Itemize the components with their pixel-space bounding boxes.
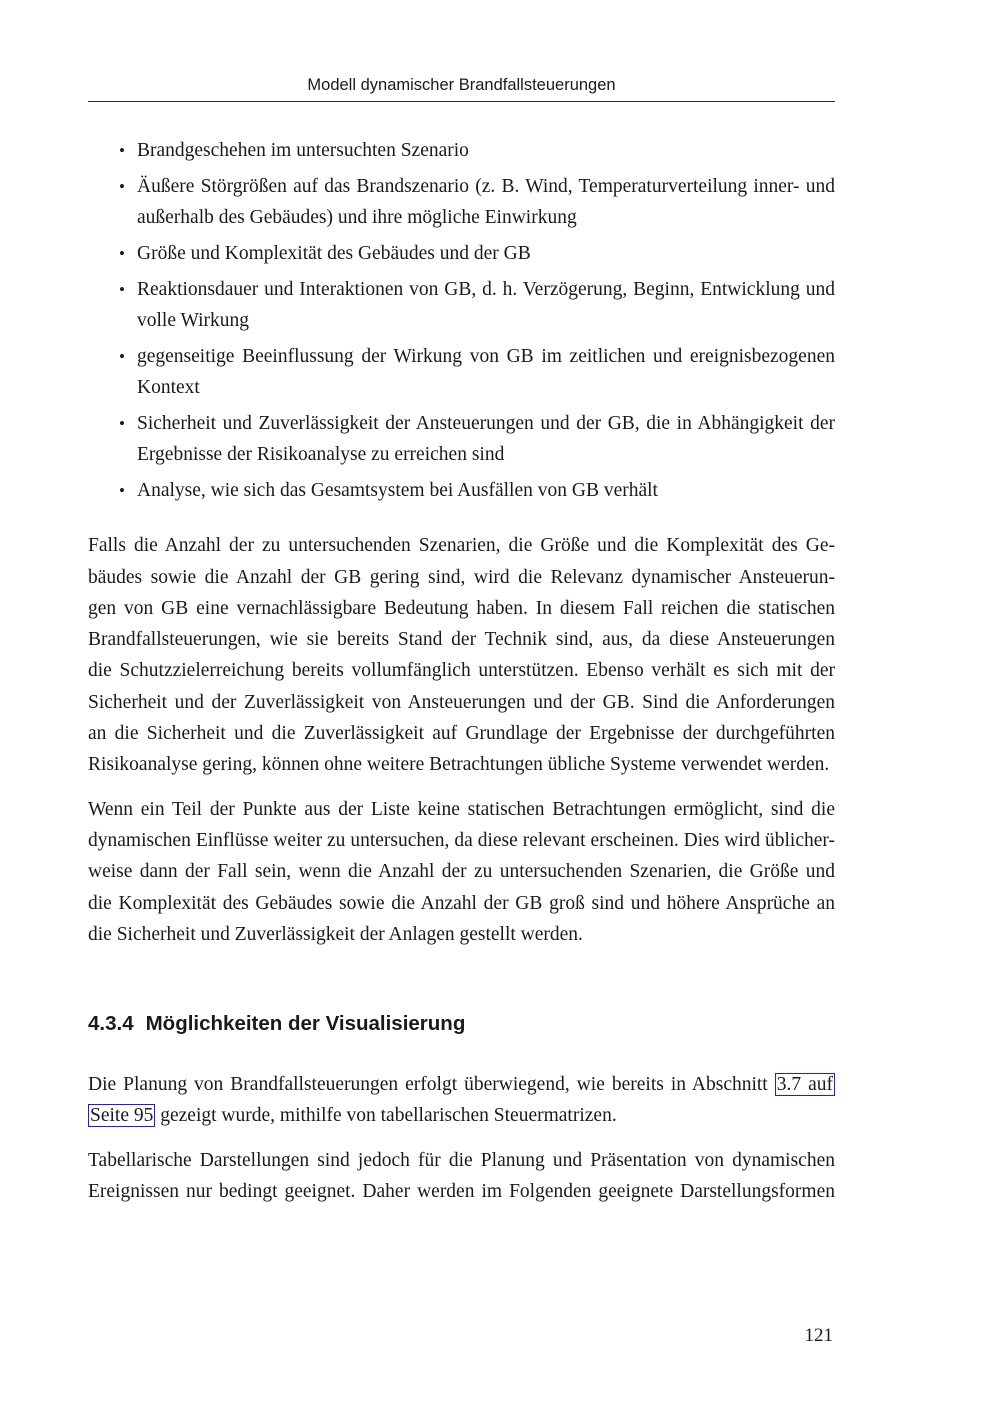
bullet-item (88, 341, 835, 404)
bullet-line: Äußere Störgrößen auf das Brandszenario (z. B. Wind, Temperaturverteilung inner- und (137, 175, 835, 197)
paragraph-3 (88, 1069, 835, 1132)
paragraph-line: an die Sicherheit und die Zuverlässigkeit auf Grundlage der Ergebnisse der durchgeführten (88, 723, 835, 745)
paragraph-line: die Komplexität des Gebäudes sowie die Anzahl der GB groß sind und höhere Ansprüche an (88, 892, 835, 914)
bullet-item (88, 274, 835, 337)
paragraph-line (88, 1069, 835, 1100)
bullet-icon: • (119, 243, 125, 263)
text: gezeigt wurde, mithilfe von tabellarischen Steuermatrizen. (160, 1105, 617, 1127)
section-number: 4.3.4 (88, 1012, 134, 1036)
paragraph-line: Ereignissen nur bedingt geeignet. Daher werden im Folgenden geeignete Darstellungsformen (88, 1181, 835, 1203)
bullet-icon: • (119, 480, 125, 500)
bullet-list (88, 135, 835, 506)
bullet-line: Größe und Komplexität des Gebäudes und der GB (137, 242, 531, 264)
bullet-line: Sicherheit und Zuverlässigkeit der Ansteuerungen und der GB, die in Abhängigkeit der (137, 412, 835, 434)
bullet-item (88, 171, 835, 234)
bullet-line: volle Wirkung (137, 309, 250, 331)
header-rule (88, 101, 835, 102)
paragraph-line: die Schutzzielerreichung bereits vollumfänglich unterstützen. Ebenso verhält es sich mit der (88, 660, 835, 682)
running-header: Modell dynamischer Brandfallsteuerungen (307, 76, 616, 94)
bullet-line: Ergebnisse der Risikoanalyse zu erreichen sind (137, 444, 505, 466)
bullet-item (88, 135, 835, 166)
paragraph-1 (88, 530, 835, 780)
bullet-icon: • (119, 346, 125, 366)
bullet-item (88, 238, 835, 269)
bullet-line: Brandgeschehen im untersuchten Szenario (137, 140, 469, 161)
paragraph-line: Wenn ein Teil der Punkte aus der Liste keine statischen Betrachtungen ermöglicht, sind die (88, 798, 835, 820)
paragraph-line: bäudes sowie die Anzahl der GB gering sind, wird die Relevanz dynamischer Ansteuerun- (88, 566, 835, 588)
bullet-line: gegenseitige Beeinflussung der Wirkung von GB im zeitlichen und ereignisbezogenen (137, 345, 835, 367)
paragraph-line (88, 1100, 835, 1131)
paragraph-line: die Sicherheit und Zuverlässigkeit der Anlagen gestellt werden. (88, 923, 583, 945)
bullet-icon: • (119, 141, 125, 160)
paragraph-line: dynamischen Einflüsse weiter zu untersuchen, da diese relevant erscheinen. Dies wird üblicher- (88, 829, 835, 851)
page-content (88, 135, 835, 1207)
paragraph-line: Sicherheit und der Zuverlässigkeit von Ansteuerungen und der GB. Sind die Anforderungen (88, 691, 835, 713)
section-heading (88, 1008, 835, 1040)
bullet-line: Kontext (137, 377, 200, 399)
page-number: 121 (804, 1325, 833, 1346)
page-reference-link[interactable]: Seite 95 (90, 1105, 154, 1127)
bullet-item (88, 408, 835, 471)
section-title: Möglichkeiten der Visualisierung (145, 1012, 466, 1036)
paragraph-line: Falls die Anzahl der zu untersuchenden Szenarien, die Größe und die Komplexität des Ge- (88, 535, 835, 557)
paragraph-line: weise dann der Fall sein, wenn die Anzahl der zu untersuchenden Szenarien, die Größe und (88, 861, 835, 883)
bullet-line: Reaktionsdauer und Interaktionen von GB, d. h. Verzögerung, Beginn, Entwicklung und (137, 278, 835, 300)
bullet-line: außerhalb des Gebäudes) und ihre mögliche Einwirkung (137, 207, 577, 229)
bullet-item (88, 475, 835, 506)
bullet-icon: • (119, 413, 125, 433)
bullet-icon: • (119, 279, 125, 299)
bullet-line: Analyse, wie sich das Gesamtsystem bei Ausfällen von GB verhält (137, 479, 658, 501)
bullet-icon: • (119, 176, 125, 196)
paragraph-line: Tabellarische Darstellungen sind jedoch für die Planung und Präsentation von dynamischen (88, 1149, 835, 1171)
paragraph-line: Risikoanalyse gering, können ohne weitere Betrachtungen übliche Systeme verwendet werden. (88, 754, 830, 776)
paragraph-line: Brandfallsteuerungen, wie sie bereits Stand der Technik sind, aus, da diese Ansteuerungen (88, 629, 835, 651)
paragraph-line: gen von GB eine vernachlässigbare Bedeutung haben. In diesem Fall reichen die statischen (88, 597, 835, 619)
paragraph-4 (88, 1145, 835, 1208)
paragraph-2 (88, 794, 835, 950)
text: Die Planung von Brandfallsteuerungen erfolgt überwiegend, wie bereits in Abschnitt (88, 1074, 768, 1096)
section-reference-link[interactable]: 3.7 auf (776, 1074, 834, 1096)
